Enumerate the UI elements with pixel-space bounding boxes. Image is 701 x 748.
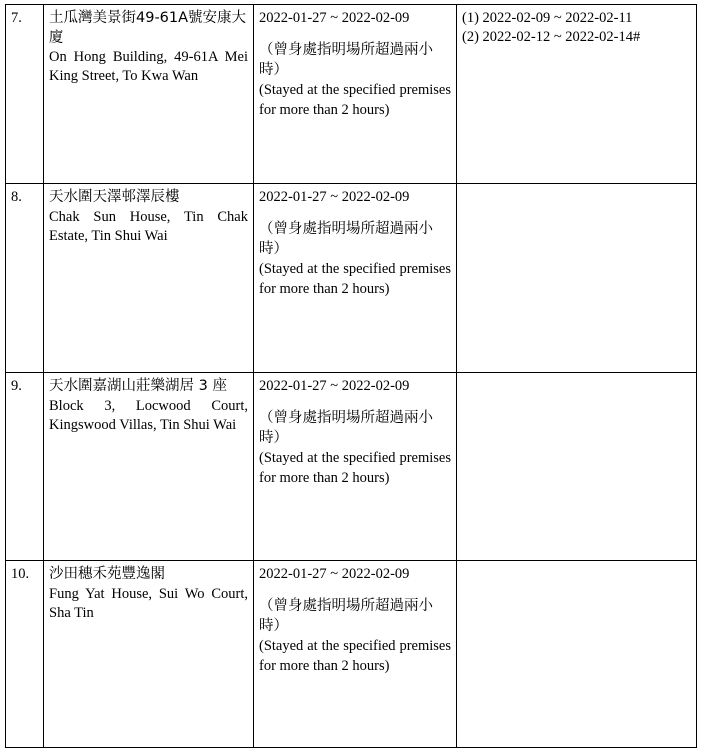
table-row bbox=[6, 184, 697, 373]
row-index: 7. bbox=[6, 5, 44, 184]
row-testing-dates bbox=[457, 184, 697, 373]
period-range: 2022-01-27 ~ 2022-02-09 bbox=[259, 189, 410, 205]
row-period bbox=[254, 561, 457, 748]
place-name-english: On Hong Building, 49-61A Mei King Street, To Kwa Wan bbox=[49, 49, 248, 85]
row-place bbox=[44, 184, 254, 373]
period-note-chinese: （曾身處指明場所超過兩小時） bbox=[259, 410, 433, 446]
period-range: 2022-01-27 ~ 2022-02-09 bbox=[259, 378, 410, 394]
row-testing-dates bbox=[457, 561, 697, 748]
row-place bbox=[44, 373, 254, 561]
row-period bbox=[254, 373, 457, 561]
place-name-english: Fung Yat House, Sui Wo Court, Sha Tin bbox=[49, 585, 248, 621]
period-note-chinese: （曾身處指明場所超過兩小時） bbox=[259, 42, 433, 78]
row-index: 10. bbox=[6, 561, 44, 748]
period-range: 2022-01-27 ~ 2022-02-09 bbox=[259, 566, 410, 582]
period-note-english: (Stayed at the specified premises for more than 2 hours) bbox=[259, 82, 451, 118]
row-testing-dates bbox=[457, 5, 697, 184]
period-range: 2022-01-27 ~ 2022-02-09 bbox=[259, 10, 410, 26]
place-name-chinese: 天水圍嘉湖山莊樂湖居 3 座 bbox=[49, 378, 227, 394]
row-index: 9. bbox=[6, 373, 44, 561]
period-note-english: (Stayed at the specified premises for more than 2 hours) bbox=[259, 638, 451, 674]
period-note-chinese: （曾身處指明場所超過兩小時） bbox=[259, 221, 433, 257]
row-place bbox=[44, 5, 254, 184]
row-testing-dates bbox=[457, 373, 697, 561]
place-name-english: Chak Sun House, Tin Chak Estate, Tin Shui Wai bbox=[49, 208, 248, 244]
place-name-chinese: 沙田穗禾苑豐逸閣 bbox=[49, 566, 165, 582]
period-note-chinese: （曾身處指明場所超過兩小時） bbox=[259, 598, 433, 634]
period-note-english: (Stayed at the specified premises for more than 2 hours) bbox=[259, 261, 451, 297]
place-name-english: Block 3, Locwood Court, Kingswood Villas, Tin Shui Wai bbox=[49, 397, 248, 433]
place-name-chinese: 天水圍天澤邨澤辰樓 bbox=[49, 189, 180, 205]
place-name-chinese: 土瓜灣美景街49-61A號安康大廈 bbox=[49, 10, 247, 46]
table-row bbox=[6, 373, 697, 561]
row-index: 8. bbox=[6, 184, 44, 373]
row-place bbox=[44, 561, 254, 748]
testing-date-item: (2) 2022-02-12 ~ 2022-02-14# bbox=[462, 29, 641, 46]
period-note-english: (Stayed at the specified premises for more than 2 hours) bbox=[259, 450, 451, 486]
row-period bbox=[254, 184, 457, 373]
testing-date-item: (1) 2022-02-09 ~ 2022-02-11 bbox=[462, 10, 633, 26]
table-row bbox=[6, 561, 697, 748]
table-row bbox=[6, 5, 697, 184]
row-period bbox=[254, 5, 457, 184]
specified-premises-table bbox=[5, 4, 697, 748]
document-page bbox=[0, 4, 701, 728]
